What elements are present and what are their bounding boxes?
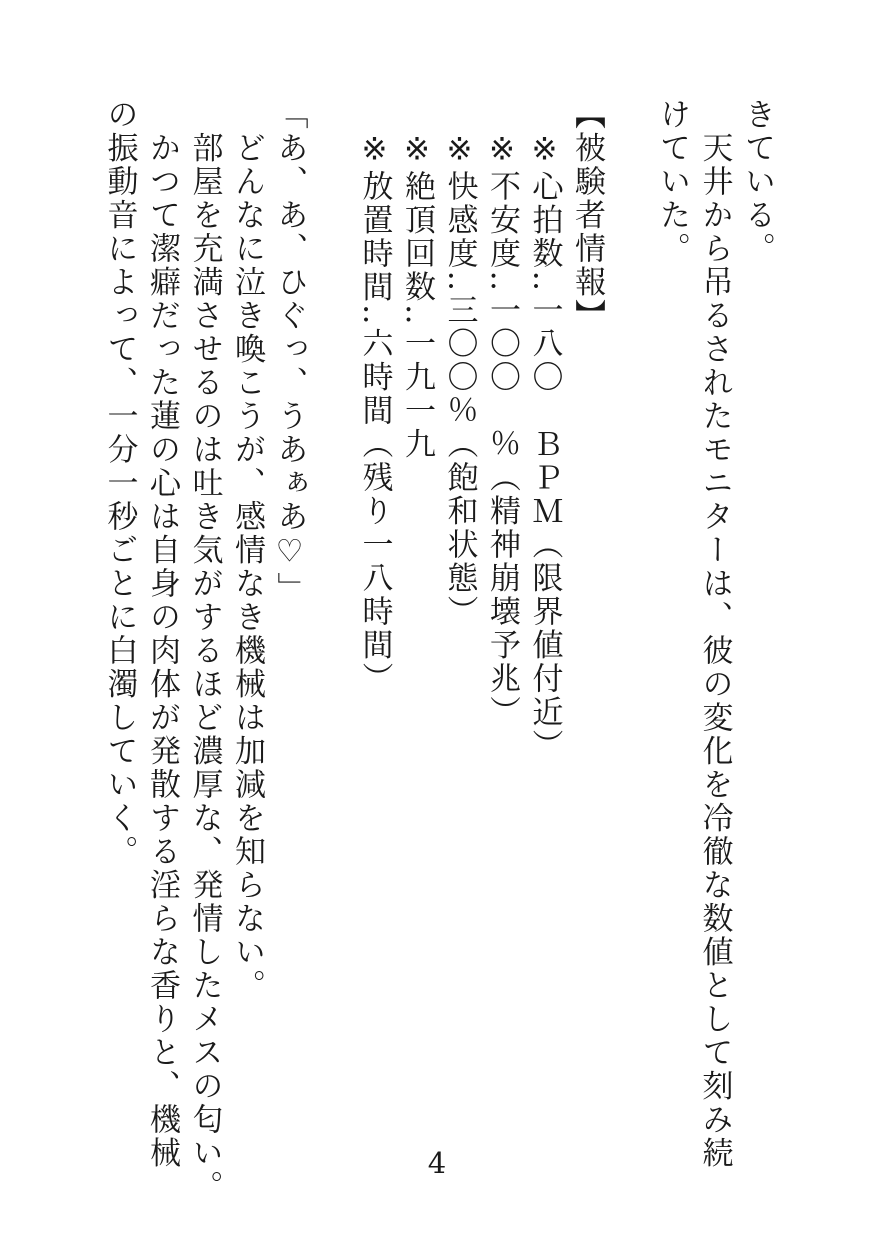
line-dialogue: 「あ、あ、ひぐっ、うあぁあ♡」 <box>271 98 308 606</box>
line-subject-info-heading: 【被験者情報】 <box>569 98 605 333</box>
line-status-heart-rate: ※心拍数‥一八〇 ＢＰＭ（限界値付近） <box>526 98 563 763</box>
page-number: 4 <box>427 1146 447 1180</box>
line-status-elapsed-time: ※放置時間‥六時間（残り一八時間） <box>356 98 393 696</box>
line-narration-machine: どんなに泣き喚こうが、感情なき機械は加減を知らない。 <box>229 98 265 1003</box>
line-narration-ren: かつて潔癖だった蓮の心は自身の肉体が発散する淫らな香りと、機械 <box>144 98 180 1170</box>
line-narration-continuation: きている。 <box>739 98 775 266</box>
vertical-text-block <box>98 98 778 1210</box>
line-blank-2 <box>311 98 354 1210</box>
line-narration-ren-continued: の振動音によって、一分一秒ごとに白濁していく。 <box>101 98 138 869</box>
line-narration-monitor: 天井から吊るされたモニターは、彼の変化を冷徹な数値として刻み続 <box>696 98 733 1170</box>
line-blank-1 <box>608 98 651 1210</box>
line-status-pleasure: ※快感度‥三〇〇％（飽和状態） <box>441 98 478 629</box>
line-narration-smell: 部屋を充満させるのは吐き気がするほど濃厚な、発情したメスの匂い。 <box>186 98 223 1204</box>
line-narration-monitor-continued: けていた。 <box>654 98 690 266</box>
line-status-climax-count: ※絶頂回数‥一九一九 <box>399 98 435 462</box>
line-status-anxiety: ※不安度‥一〇〇 ％（精神崩壊予兆） <box>484 98 520 730</box>
